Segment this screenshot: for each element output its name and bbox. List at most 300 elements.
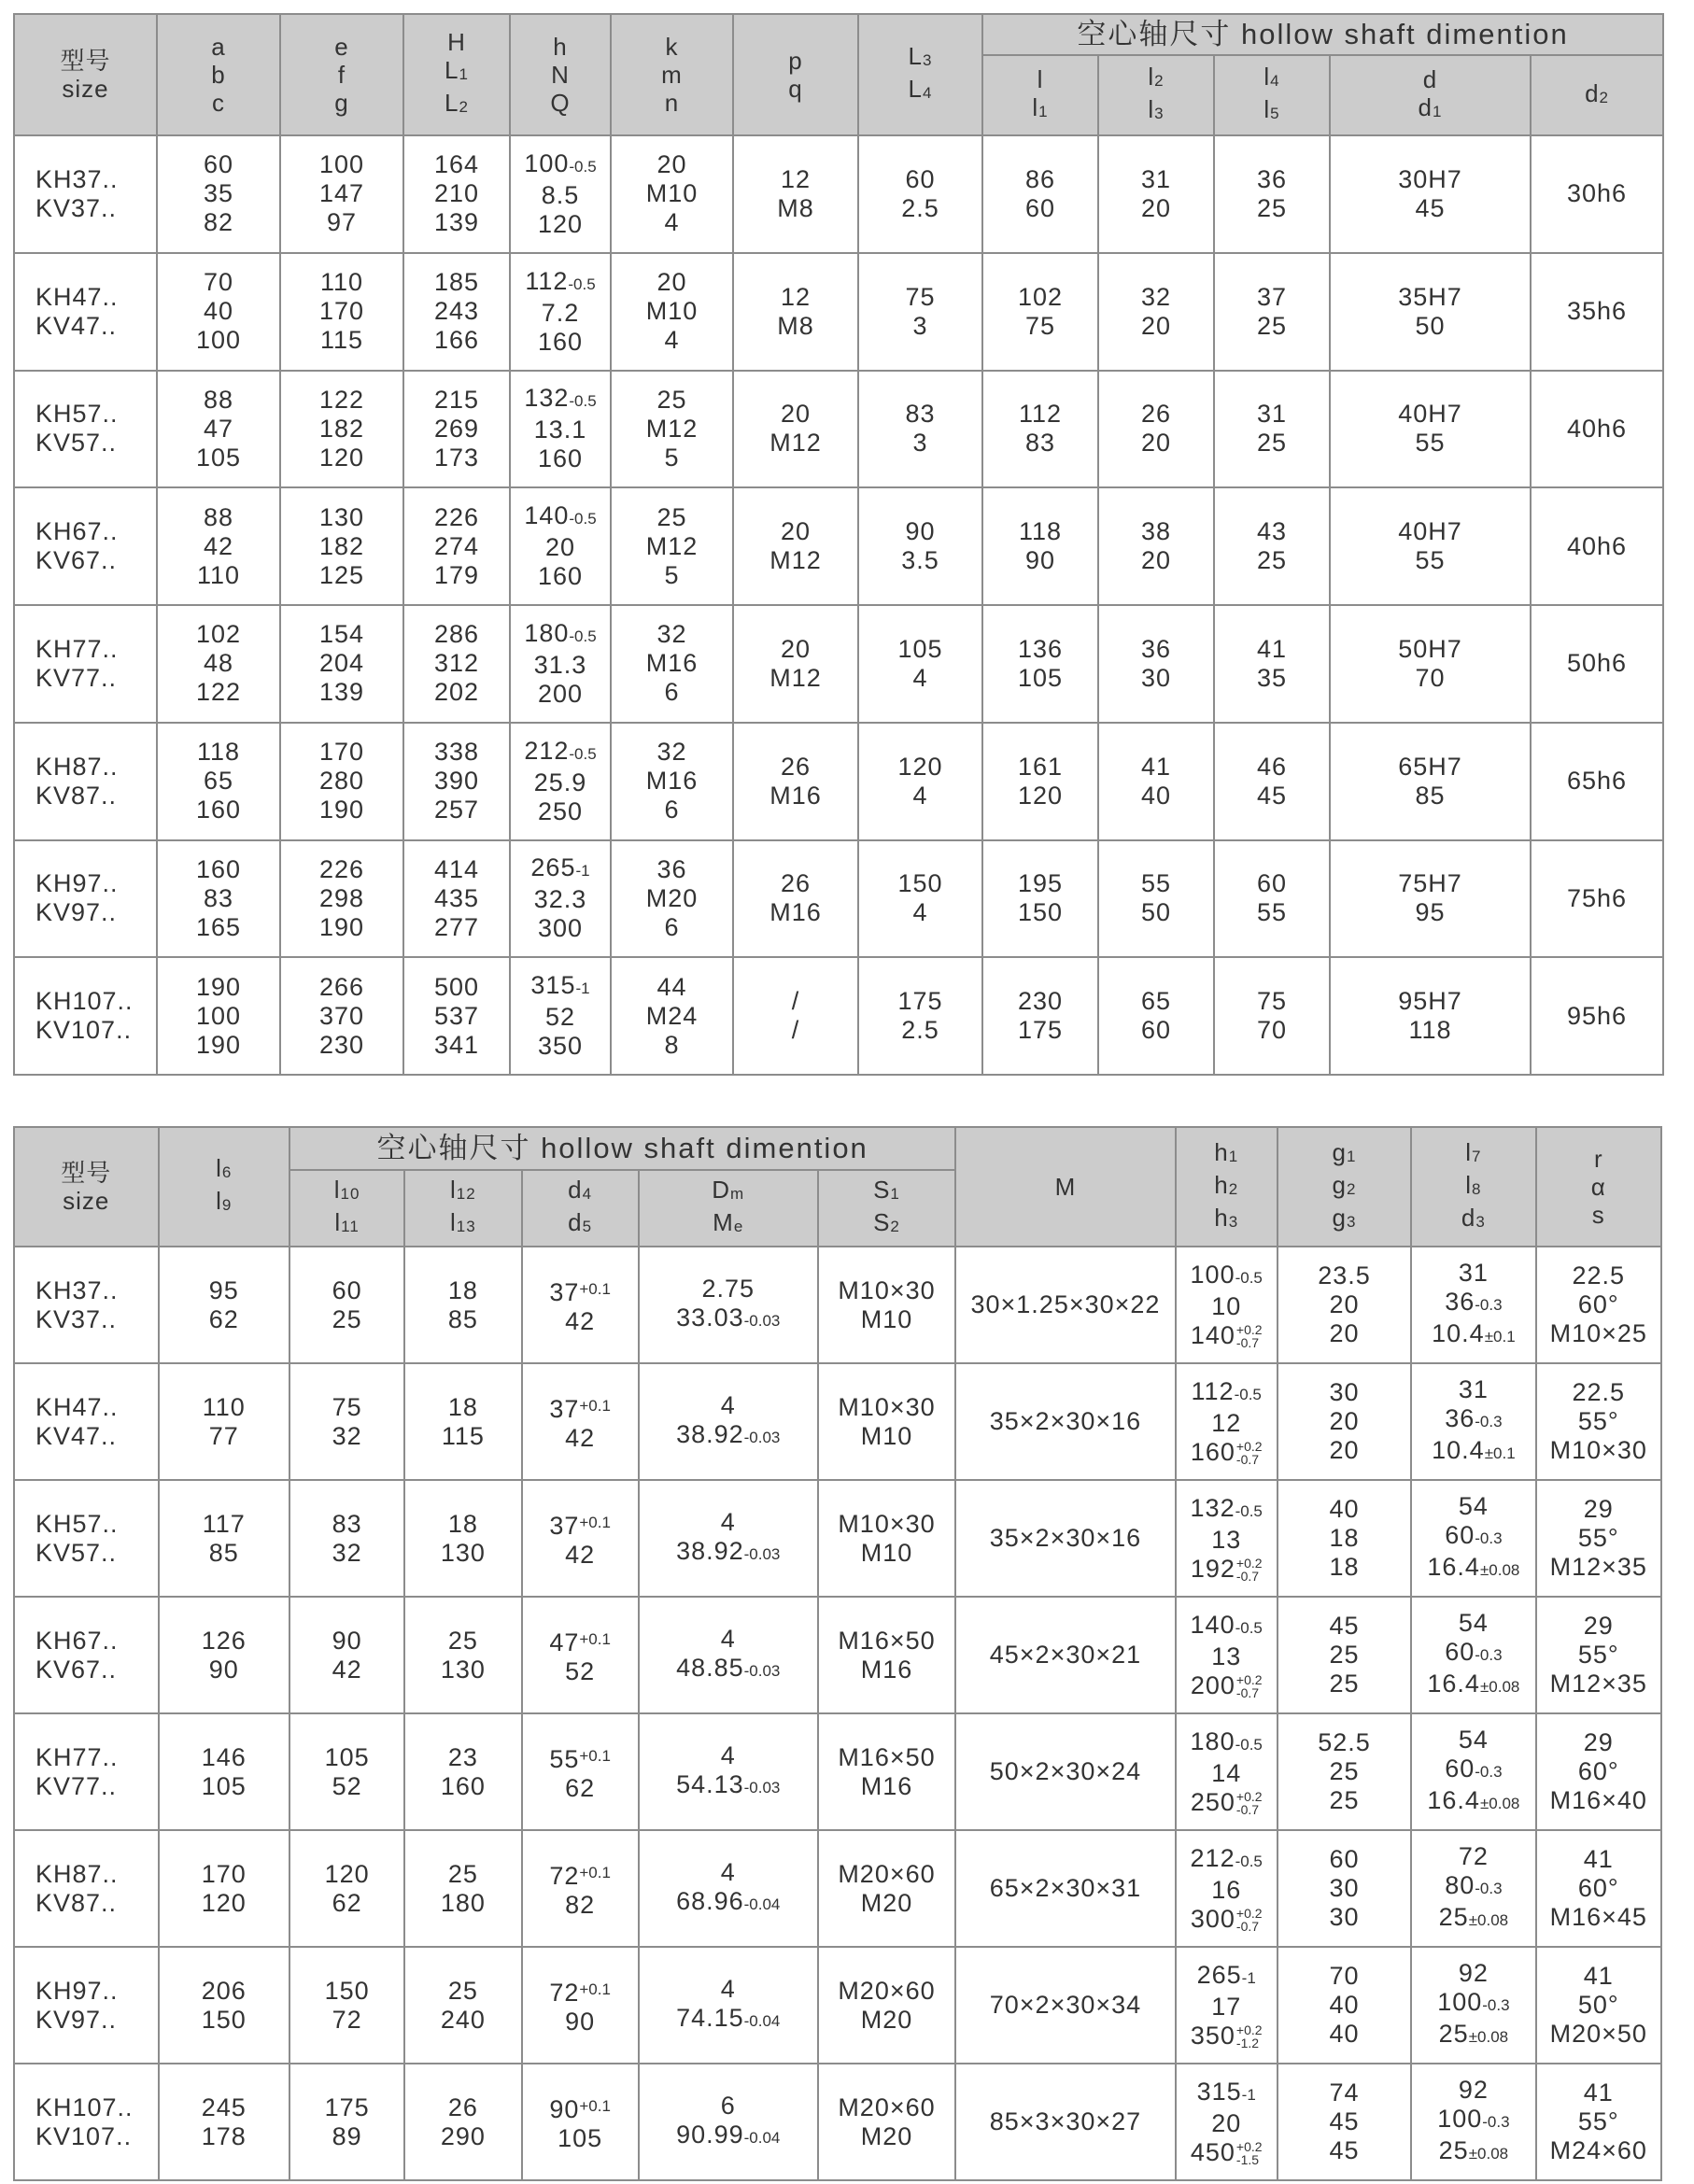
cell-l2-l3: [1098, 957, 1214, 1075]
cell-hnq: [510, 253, 611, 371]
cell-line: 105: [324, 1742, 370, 1771]
cell-hnq: [510, 371, 611, 488]
value: 180: [1190, 1726, 1235, 1755]
cell-line: 16: [1211, 1875, 1242, 1904]
cell-l12-l13: [404, 1363, 521, 1480]
cell-line: 90: [332, 1626, 362, 1655]
cell-line: [523, 1391, 638, 1424]
cell-l7-l8-d3: [1411, 1363, 1535, 1480]
cell-line: 200: [537, 679, 584, 708]
cell-line: M10: [860, 1538, 913, 1567]
table-row: [14, 957, 1663, 1075]
cell-line: 115: [441, 1421, 485, 1450]
cell-line: M16×45: [1549, 1903, 1647, 1931]
cell-line: 195: [1017, 869, 1064, 898]
cell-line: 139: [318, 678, 365, 707]
cell-pq: [733, 253, 858, 371]
value: 16.4: [1427, 1670, 1480, 1698]
header-size: 型号 size: [14, 14, 157, 135]
cell-line: 20: [1140, 546, 1172, 575]
cell-line: [640, 1303, 817, 1335]
cell-line: M16: [645, 767, 699, 796]
cell-d-d1: [1330, 487, 1531, 605]
cell-line: M20×60: [838, 2092, 936, 2121]
cell-line: KH87..: [35, 752, 119, 781]
cell-line: KH107..: [35, 987, 134, 1016]
cell-line: 160: [537, 562, 584, 591]
upper-tolerance: +0.2: [1235, 1906, 1263, 1922]
cell-line: 23: [447, 1742, 478, 1771]
cell-line: 38: [1140, 517, 1172, 546]
cell-line: 42: [565, 1306, 596, 1335]
cell-l7-l8-d3: [1411, 1247, 1535, 1363]
cell-abc: [157, 371, 280, 488]
value: 350: [1190, 2021, 1235, 2050]
cell-l12-l13: [404, 1830, 521, 1947]
cell-line: 130: [318, 502, 365, 531]
cell-l6-l9: [159, 1713, 289, 1830]
cell-dm-me: [639, 1947, 818, 2064]
tolerance: -0.04: [743, 2129, 781, 2147]
cell-line: 52.5: [1318, 1728, 1371, 1756]
value: 36: [1445, 1288, 1475, 1316]
cell-line: 120: [897, 752, 943, 781]
cell-line: 30: [1329, 1378, 1360, 1406]
cell-s1-s2: [818, 1480, 956, 1597]
cell-line: 25: [1256, 429, 1288, 458]
header-h-l1-l2: H L1 L2: [403, 14, 510, 135]
cell-line: 23.5: [1318, 1261, 1371, 1289]
cell-d4-d5: [522, 1480, 639, 1597]
cell-line: 25: [656, 385, 687, 414]
cell-g1-g2-g3: [1278, 1247, 1411, 1363]
cell-line: /: [791, 1016, 800, 1045]
cell-line: 20: [780, 400, 812, 429]
cell-line: 537: [433, 1001, 480, 1030]
cell-line: 3.5: [901, 546, 939, 575]
value: 212: [1190, 1843, 1235, 1872]
model-cell: [14, 605, 157, 723]
table-row: [14, 840, 1663, 958]
cell-line: [1412, 1903, 1534, 1935]
cell-line: 72: [1458, 1842, 1489, 1870]
cell-d2: 95h6: [1531, 957, 1663, 1075]
cell-line: 12: [780, 282, 812, 311]
value: 140: [1190, 1320, 1235, 1349]
cell-line: 202: [433, 678, 480, 707]
cell-line: KV37..: [35, 1304, 118, 1333]
table-row: [14, 1830, 1661, 1947]
cell-line: 190: [195, 972, 242, 1001]
cell-h1-h2-h3: [1176, 1830, 1278, 1947]
cell-line: 178: [201, 2121, 247, 2150]
value: 25: [1438, 1903, 1469, 1931]
cell-line: 4: [664, 326, 680, 355]
cell-line: 26: [1140, 400, 1172, 429]
tolerance: ±0.08: [1468, 1911, 1509, 1929]
value: 10.4: [1432, 1319, 1485, 1347]
cell-l-l1: [982, 253, 1098, 371]
cell-line: 25: [447, 1859, 478, 1888]
cell-line: 50: [1415, 311, 1446, 340]
value: 25: [1438, 2020, 1469, 2048]
cell-line: 206: [201, 1976, 247, 2005]
cell-line: [1412, 1288, 1534, 1319]
cell-line: KV57..: [35, 1538, 118, 1567]
upper-tolerance: +0.2: [1235, 2022, 1263, 2038]
table-row: [14, 135, 1663, 253]
cell-line: 44: [656, 972, 687, 1001]
cell-d4-d5: [522, 1713, 639, 1830]
cell-line: 136: [1017, 634, 1064, 663]
cell-l2-l3: [1098, 840, 1214, 958]
cell-line: [1177, 2078, 1277, 2109]
cell-line: [1412, 1521, 1534, 1553]
cell-line: /: [791, 987, 800, 1016]
cell-h-l1-l2: [403, 487, 510, 605]
cell-line: 122: [195, 678, 242, 707]
cell-s1-s2: [818, 1363, 956, 1480]
cell-dm-me: [639, 1363, 818, 1480]
cell-abc: [157, 487, 280, 605]
value: 36: [1445, 1404, 1475, 1432]
cell-line: [640, 1770, 817, 1802]
cell-line: 54: [1458, 1726, 1489, 1754]
cell-line: M16: [769, 781, 822, 810]
tolerance-stack: [1236, 1440, 1263, 1466]
header-l10-l11: l10 l11: [289, 1170, 404, 1247]
cell-h-l1-l2: [403, 957, 510, 1075]
cell-line: [523, 1275, 638, 1307]
tolerance: -0.5: [1235, 1735, 1263, 1754]
tolerance: -1: [575, 979, 590, 998]
cell-l7-l8-d3: [1411, 2064, 1535, 2180]
cell-line: [511, 384, 610, 416]
cell-l10-l11: [289, 1480, 404, 1597]
cell-line: 115: [319, 326, 364, 355]
cell-line: 65: [1140, 987, 1172, 1016]
value: 212: [524, 736, 570, 765]
cell-line: [1412, 1786, 1534, 1818]
cell-l10-l11: [289, 1830, 404, 1947]
cell-line: 226: [433, 502, 480, 531]
cell-h1-h2-h3: [1176, 2064, 1278, 2180]
cell-line: M16×40: [1549, 1786, 1647, 1814]
cell-line: 226: [318, 854, 365, 883]
cell-r-alpha-s: [1536, 1947, 1661, 2064]
cell-line: KH37..: [35, 164, 119, 193]
model-cell: [14, 957, 157, 1075]
cell-line: 52: [565, 1656, 596, 1685]
cell-line: 25: [332, 1304, 362, 1333]
cell-line: 150: [1017, 898, 1064, 927]
cell-line: 338: [433, 738, 480, 767]
cell-line: 102: [1017, 282, 1064, 311]
cell-line: 37: [1256, 282, 1288, 311]
tolerance: -0.5: [1235, 1501, 1263, 1520]
cell-line: [511, 501, 610, 533]
cell-line: 26: [447, 2092, 478, 2121]
cell-line: KV87..: [35, 1888, 118, 1917]
cell-line: 182: [318, 531, 365, 560]
cell-line: 18: [447, 1509, 478, 1538]
value: 54.13: [676, 1770, 744, 1798]
cell-line: [1412, 2136, 1534, 2168]
cell-l10-l11: [289, 1597, 404, 1713]
cell-line: 25: [1329, 1786, 1360, 1814]
cell-line: 13: [1211, 1642, 1242, 1670]
tolerance: -0.03: [743, 1545, 781, 1563]
cell-line: 83: [905, 400, 936, 429]
cell-line: 147: [318, 179, 365, 208]
cell-r-alpha-s: [1536, 1713, 1661, 1830]
cell-line: M24×60: [1549, 2136, 1647, 2164]
cell-line: 95: [1415, 898, 1446, 927]
header-dm-me: Dm Me: [639, 1170, 818, 1247]
cell-kmn: [611, 605, 733, 723]
cell-line: 280: [318, 767, 365, 796]
cell-line: 125: [318, 560, 365, 589]
cell-line: 40: [1329, 1495, 1360, 1523]
tolerance-stack: [1236, 2140, 1263, 2166]
cell-line: 50°: [1577, 1991, 1619, 2019]
cell-pq: [733, 135, 858, 253]
cell-l3-l4: [858, 487, 982, 605]
cell-r-alpha-s: [1536, 1480, 1661, 1597]
cell-l2-l3: [1098, 253, 1214, 371]
cell-line: 20: [1140, 193, 1172, 222]
cell-line: 8.5: [541, 180, 580, 209]
cell-line: 83: [332, 1509, 362, 1538]
cell-l4-l5: [1214, 371, 1330, 488]
cell-abc: [157, 723, 280, 840]
cell-line: M10: [860, 1304, 913, 1333]
cell-line: M20: [860, 2005, 913, 2034]
cell-line: 18: [1329, 1524, 1360, 1552]
cell-line: 77: [208, 1421, 239, 1450]
cell-line: 435: [433, 883, 480, 912]
value: 48.85: [676, 1654, 744, 1682]
cell-line: 45: [1329, 1612, 1360, 1640]
dimension-table-1: [13, 13, 1664, 1076]
cell-line: 86: [1024, 164, 1056, 193]
value: 112: [525, 266, 569, 295]
cell-efg: [280, 723, 403, 840]
cell-line: 160: [537, 444, 584, 473]
tolerance: -0.5: [1235, 1268, 1263, 1287]
cell-l12-l13: [404, 1713, 521, 1830]
cell-g1-g2-g3: [1278, 2064, 1411, 2180]
cell-line: [1412, 1871, 1534, 1903]
tolerance: -0.3: [1482, 2113, 1510, 2131]
cell-M: 30×1.25×30×22: [955, 1247, 1175, 1363]
cell-line: 390: [433, 767, 480, 796]
cell-l10-l11: [289, 1247, 404, 1363]
model-cell: [14, 1713, 159, 1830]
cell-line: 60°: [1577, 1874, 1619, 1902]
cell-line: KH87..: [35, 1859, 119, 1888]
model-cell: [14, 1480, 159, 1597]
model-cell: [14, 723, 157, 840]
cell-d-d1: [1330, 840, 1531, 958]
cell-line: M12: [645, 414, 699, 443]
cell-line: 6: [664, 912, 680, 941]
header-size: 型号 size: [14, 1127, 159, 1247]
cell-line: M10: [645, 297, 699, 326]
cell-line: M16: [645, 649, 699, 678]
cell-line: M16: [860, 1771, 913, 1800]
table-row: [14, 371, 1663, 488]
cell-line: 160: [195, 854, 242, 883]
cell-line: KV37..: [35, 193, 118, 222]
cell-line: 54: [1458, 1609, 1489, 1637]
header-kmn: k m n: [611, 14, 733, 135]
cell-line: [640, 1654, 817, 1685]
cell-line: 25: [447, 1626, 478, 1655]
tolerance: -0.5: [1235, 1618, 1263, 1637]
cell-d2: 50h6: [1531, 605, 1663, 723]
cell-line: 182: [318, 414, 365, 443]
cell-line: KH77..: [35, 634, 119, 663]
cell-l2-l3: [1098, 723, 1214, 840]
cell-line: 266: [318, 972, 365, 1001]
cell-l4-l5: [1214, 723, 1330, 840]
value: 16.4: [1427, 1786, 1480, 1814]
cell-hnq: [510, 487, 611, 605]
cell-line: 126: [201, 1626, 247, 1655]
tolerance: -0.03: [743, 1662, 781, 1680]
cell-l-l1: [982, 723, 1098, 840]
table-row: [14, 605, 1663, 723]
cell-l6-l9: [159, 1947, 289, 2064]
cell-g1-g2-g3: [1278, 1830, 1411, 1947]
cell-l3-l4: [858, 135, 982, 253]
cell-hnq: [510, 840, 611, 958]
cell-line: 4: [664, 208, 680, 237]
cell-line: 139: [433, 208, 480, 237]
cell-line: 105: [195, 443, 242, 472]
cell-l12-l13: [404, 1480, 521, 1597]
tolerance: -0.03: [743, 1429, 781, 1446]
cell-line: 5: [664, 560, 680, 589]
cell-line: 120: [324, 1859, 370, 1888]
cell-line: 60: [1256, 869, 1288, 898]
table-row: [14, 253, 1663, 371]
cell-line: [1177, 1261, 1277, 1292]
cell-l3-l4: [858, 253, 982, 371]
upper-tolerance: +0.2: [1235, 1556, 1263, 1571]
cell-line: 20: [1329, 1290, 1360, 1318]
cell-h1-h2-h3: [1176, 1247, 1278, 1363]
cell-line: 55°: [1577, 1641, 1619, 1669]
cell-line: 29: [1583, 1728, 1614, 1756]
cell-l6-l9: [159, 1480, 289, 1597]
cell-line: M8: [777, 193, 814, 222]
cell-line: 25: [1329, 1757, 1360, 1785]
cell-line: 46: [1256, 752, 1288, 781]
cell-line: 173: [433, 443, 480, 472]
cell-line: 4: [720, 1625, 736, 1653]
cell-l-l1: [982, 135, 1098, 253]
cell-line: [640, 2004, 817, 2036]
cell-line: [511, 737, 610, 768]
cell-line: 40H7: [1398, 400, 1462, 429]
cell-line: 83: [1024, 429, 1056, 458]
table-row: [14, 1363, 1661, 1480]
cell-line: KV97..: [35, 2005, 118, 2034]
cell-line: 97: [326, 208, 358, 237]
table-row: [14, 1480, 1661, 1597]
cell-line: M10: [645, 179, 699, 208]
cell-l10-l11: [289, 1947, 404, 2064]
cell-line: 55°: [1577, 2107, 1619, 2135]
cell-l12-l13: [404, 1597, 521, 1713]
cell-efg: [280, 605, 403, 723]
cell-s1-s2: [818, 1713, 956, 1830]
cell-kmn: [611, 135, 733, 253]
cell-line: [523, 1508, 638, 1541]
cell-d2: 75h6: [1531, 840, 1663, 958]
cell-l4-l5: [1214, 605, 1330, 723]
cell-line: KH97..: [35, 869, 119, 898]
cell-abc: [157, 135, 280, 253]
tolerance: -0.04: [743, 1895, 781, 1913]
cell-line: 190: [195, 1030, 242, 1059]
cell-kmn: [611, 253, 733, 371]
cell-line: 230: [1017, 987, 1064, 1016]
cell-g1-g2-g3: [1278, 1363, 1411, 1480]
cell-line: KV107..: [35, 1016, 133, 1045]
cell-d2: 65h6: [1531, 723, 1663, 840]
cell-s1-s2: [818, 1830, 956, 1947]
cell-line: 105: [897, 634, 943, 663]
value: 315: [1196, 2077, 1242, 2106]
value: 25: [1438, 2136, 1469, 2164]
cell-line: 82: [203, 208, 234, 237]
cell-l-l1: [982, 957, 1098, 1075]
cell-line: 170: [201, 1859, 247, 1888]
cell-line: [1412, 1319, 1534, 1351]
cell-g1-g2-g3: [1278, 1480, 1411, 1597]
cell-line: 112: [1018, 400, 1063, 429]
tolerance: +0.1: [579, 1396, 611, 1415]
cell-line: M10: [860, 1421, 913, 1450]
value: 37: [549, 1394, 580, 1423]
cell-line: 29: [1583, 1612, 1614, 1640]
upper-tolerance: +0.2: [1235, 1672, 1263, 1688]
cell-line: 32.3: [533, 885, 587, 914]
cell-d2: 30h6: [1531, 135, 1663, 253]
cell-l3-l4: [858, 840, 982, 958]
tolerance: +0.1: [579, 1863, 611, 1881]
cell-l6-l9: [159, 1830, 289, 1947]
cell-line: M12×35: [1549, 1553, 1647, 1581]
cell-line: 150: [324, 1976, 370, 2005]
tolerance-stack: [1236, 1907, 1263, 1933]
cell-line: 257: [433, 796, 480, 824]
cell-line: KV77..: [35, 663, 118, 692]
tolerance: ±0.08: [1468, 2145, 1509, 2163]
cell-hnq: [510, 135, 611, 253]
cell-d4-d5: [522, 1947, 639, 2064]
cell-line: M10×25: [1549, 1319, 1647, 1347]
cell-M: 35×2×30×16: [955, 1363, 1175, 1480]
cell-r-alpha-s: [1536, 2064, 1661, 2180]
cell-line: 55: [1256, 898, 1288, 927]
cell-dm-me: [639, 2064, 818, 2180]
cell-line: 90: [1024, 546, 1056, 575]
cell-line: 60: [905, 164, 936, 193]
